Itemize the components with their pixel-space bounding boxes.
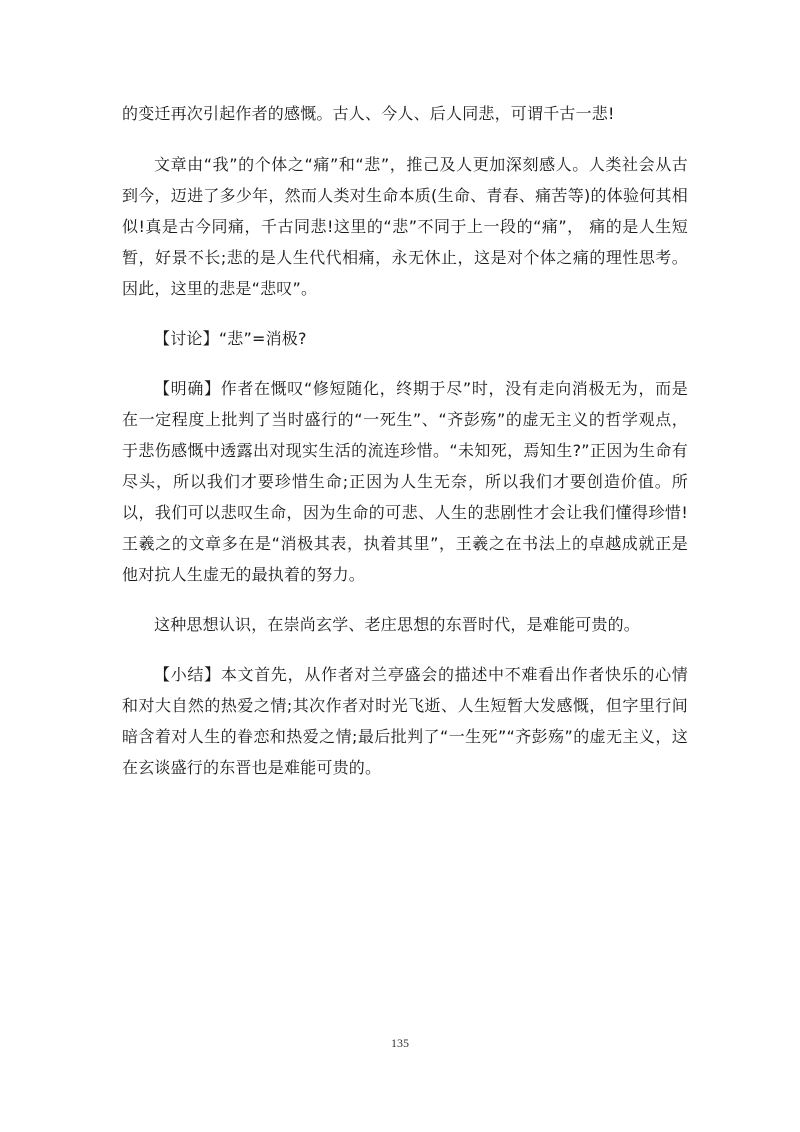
paragraph-conclusion-note (122, 609, 688, 640)
paragraph-clarification (122, 373, 688, 590)
page-number: 135 (391, 1036, 409, 1050)
paragraph-analysis (122, 149, 688, 304)
discussion-label: 【讨论】 (154, 329, 219, 348)
paragraph-text: 这种思想认识，在崇尚玄学、老庄思想的东晋时代，是难能可贵的。 (154, 615, 641, 634)
summary-label: 【小结】 (154, 665, 221, 684)
paragraph-text: “悲”=消极? (218, 329, 307, 348)
paragraph-text: 的变迁再次引起作者的感慨。古人、今人、后人同悲，可谓千古一悲! (122, 104, 615, 123)
document-body (122, 98, 688, 783)
paragraph-text: 作者在慨叹“修短随化，终期于尽”时，没有走向消极无为，而是在一定程度上批判了当时盛行的“一死生”、“齐彭殇”的虚无主义的哲学观点，于悲伤感慨中透露出对现实生活的流连珍惜。“未知死，焉知生?”正因为生命有尽头，所以我们才要珍惜生命;正因为人生无奈，所以我们才要创造价值。所以，我们可以悲叹生命，因为生命的可悲、人生的悲剧性才会让我们懂得珍惜!王羲之的文章多在是“消极其表，执着其里”，王羲之在书法上的卓越成就正是他对抗人生虚无的最执着的努力。 (122, 379, 688, 584)
paragraph-text: 本文首先，从作者对兰亭盛会的描述中不难看出作者快乐的心情和对大自然的热爱之情;其次作者对时光飞逝、人生短暂大发感慨，但字里行间暗含着对人生的眷恋和热爱之情;最后批判了“一生死”“齐彭殇”的虚无主义，这在玄谈盛行的东晋也是难能可贵的。 (122, 665, 688, 777)
clarification-label: 【明确】 (154, 379, 221, 398)
paragraph-discussion (122, 323, 688, 354)
paragraph-text: 文章由“我”的个体之“痛”和“悲”，推己及人更加深刻感人。人类社会从古到今，迈进了多少年，然而人类对生命本质(生命、青春、痛苦等)的体验何其相似!真是古今同痛，千古同悲!这里的“悲”不同于上一段的“痛”， 痛的是人生短暂，好景不长;悲的是人生代代相痛，永无休止，这是对个体之痛的理性思考。因此，这里的悲是“悲叹”。 (122, 155, 688, 298)
paragraph-continuation (122, 98, 688, 129)
paragraph-summary (122, 659, 688, 783)
